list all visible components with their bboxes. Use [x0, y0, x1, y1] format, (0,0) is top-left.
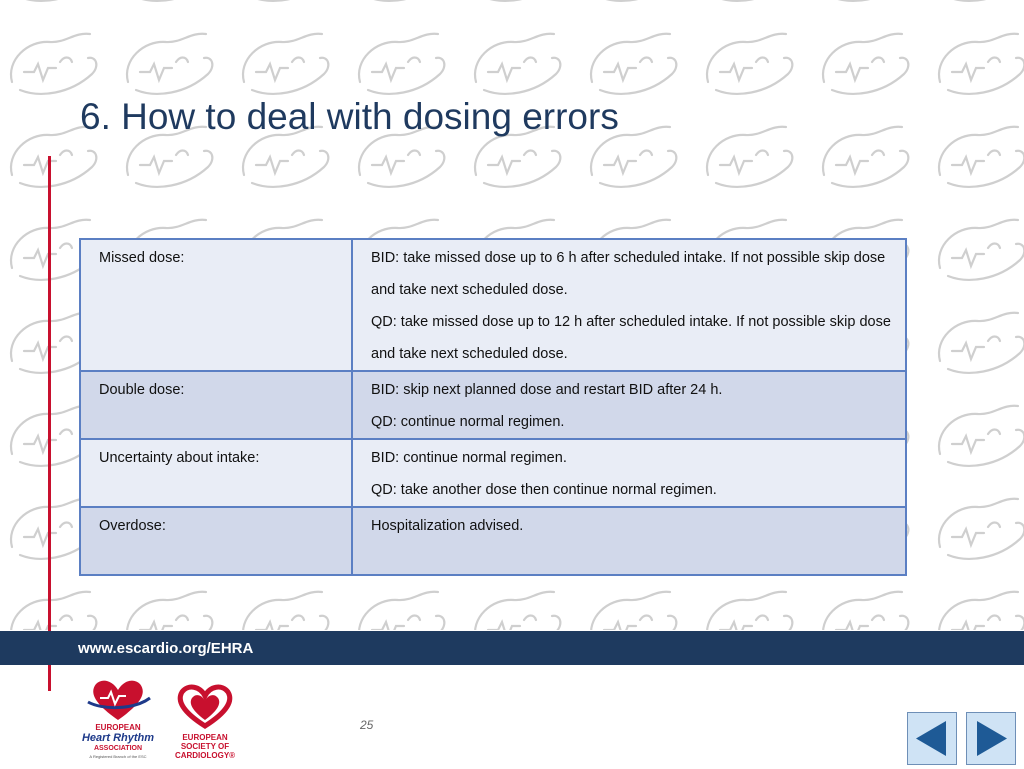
row-content-line: QD: take another dose then continue normal regimen.	[371, 482, 717, 498]
row-content-line: QD: continue normal regimen.	[371, 414, 565, 430]
table-row	[80, 371, 906, 439]
row-content-line: QD: take missed dose up to 12 h after scheduled intake. If not possible skip dose and take next scheduled dose.	[371, 314, 891, 362]
row-label: Overdose:	[80, 507, 352, 575]
row-label: Uncertainty about intake:	[80, 439, 352, 507]
esc-logo-line1: EUROPEAN	[182, 733, 228, 742]
dosing-errors-table	[79, 238, 907, 576]
row-content	[352, 239, 906, 371]
slide-title: 6. How to deal with dosing errors	[80, 96, 619, 137]
accent-vertical-line	[48, 156, 51, 691]
page-number: 25	[360, 718, 374, 732]
triangle-right-icon	[967, 713, 1015, 764]
row-label: Double dose:	[80, 371, 352, 439]
esc-logo	[170, 682, 240, 762]
ehra-logo-line1: EUROPEAN	[95, 723, 141, 732]
row-content-line: BID: take missed dose up to 6 h after scheduled intake. If not possible skip dose and take next scheduled dose.	[371, 250, 886, 298]
esc-logo-line2: SOCIETY OF	[180, 742, 230, 751]
footer-bar	[0, 631, 1024, 665]
row-content	[352, 371, 906, 439]
ehra-logo-line2: Heart Rhythm	[81, 732, 155, 744]
table-row	[80, 439, 906, 507]
ehra-logo-line4: A Registered Branch of the ESC	[89, 754, 147, 759]
table-row	[80, 507, 906, 575]
row-content-line: Hospitalization advised.	[371, 518, 524, 534]
row-content-line: BID: skip next planned dose and restart BID after 24 h.	[371, 382, 723, 398]
row-content	[352, 507, 906, 575]
row-label: Missed dose:	[80, 239, 352, 371]
row-content	[352, 439, 906, 507]
esc-logo-line3: CARDIOLOGY®	[174, 751, 236, 760]
footer-url: www.escardio.org/EHRA	[78, 640, 254, 657]
previous-slide-button[interactable]	[907, 712, 957, 765]
table-row	[80, 239, 906, 371]
row-content-line: BID: continue normal regimen.	[371, 450, 567, 466]
ehra-logo	[78, 676, 158, 762]
next-slide-button[interactable]	[966, 712, 1016, 765]
triangle-left-icon	[908, 713, 956, 764]
ehra-logo-line3: ASSOCIATION	[93, 745, 143, 752]
